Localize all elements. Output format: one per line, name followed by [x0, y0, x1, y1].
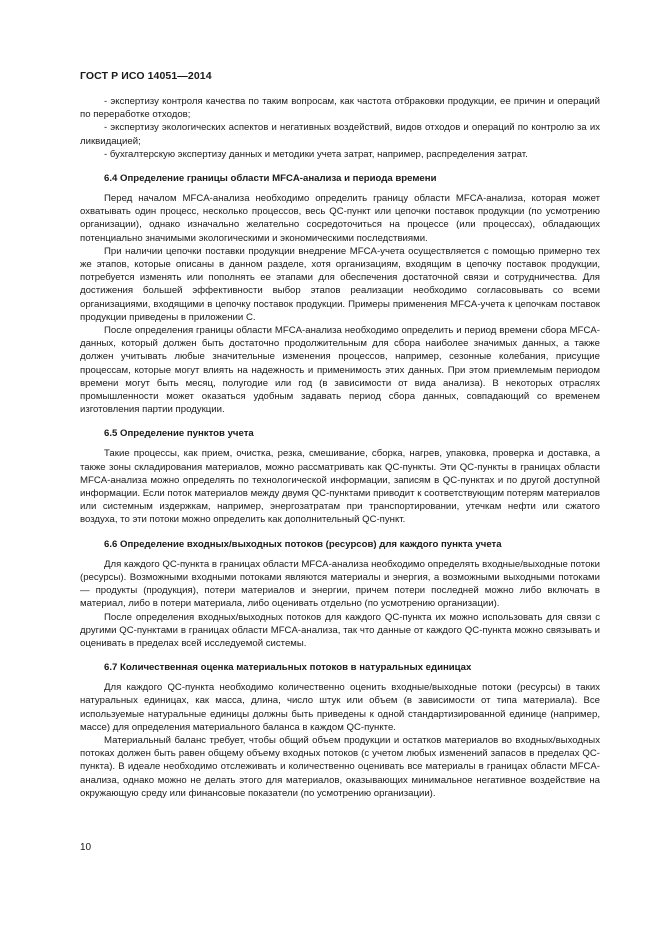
- section-heading-6-6: 6.6 Определение входных/выходных потоков (ресурсов) для каждого пункта учета: [104, 538, 502, 550]
- paragraph: Материальный баланс требует, чтобы общий объем продукции и остатков материалов во входных/выходных потоках должен быть равен общему объему входных потоков (с учетом любых изменений запасов в пределах QC-пункта). В идеале необходимо отслеживать и количественно оценивать все материалы в границах области MFCA-анализа, однако можно не делать этого для материалов, оказывающих минимальное негативное воздействие на окружающую среду или финансовые показатели (по усмотрению организации).: [80, 734, 600, 799]
- document-header: ГОСТ Р ИСО 14051—2014: [80, 70, 212, 82]
- section-heading-6-4: 6.4 Определение границы области MFCA-анализа и периода времени: [104, 173, 437, 185]
- paragraph: Перед началом MFCA-анализа необходимо определить границу области MFCA-анализа, которая может охватывать один процесс, несколько процессов, весь QC-пункт или цепочки поставок продукции (по усмотрению организации), однако изначально желательно сосредоточиться на процессе (или процессах), обладающих потенциально значимыми экологическими и экономическими последствиями.: [80, 193, 600, 244]
- list-item: - бухгалтерскую экспертизу данных и методики учета затрат, например, распределения затрат.: [104, 148, 528, 160]
- list-item: - экспертизу экологических аспектов и негативных воздействий, видов отходов и операций по контролю за их ликвидацией;: [80, 122, 600, 147]
- paragraph: После определения входных/выходных потоков для каждого QC-пункта их можно использовать для связи с другими QC-пунктами в границах области MFCA-анализа, так что данные от каждого QC-пункта можно связывать и оценивать в пределах всей исследуемой системы.: [80, 611, 600, 649]
- page-number: 10: [80, 842, 92, 853]
- section-heading-6-7: 6.7 Количественная оценка материальных потоков в натуральных единицах: [104, 662, 472, 674]
- paragraph: Для каждого QC-пункта в границах области MFCA-анализа необходимо определять входные/выходные потоки (ресурсы). Возможными входными потоками являются материалы и энергия, а возможными выходными потоками — продукты (продукция), потери материалов и энергии, причем потери последней можно либо включать в материал, либо в потери материала, либо оценивать отдельно (по усмотрению организации).: [80, 558, 600, 610]
- paragraph: Такие процессы, как прием, очистка, резка, смешивание, сборка, нагрев, упаковка, проверка и доставка, а также зоны складирования материалов, можно рассматривать как QC-пункты. Эти QC-пункты в границах области MFCA-анализа можно определять по технологической информации, записям в QC-пунктах и по другой доступной информации. Если поток материалов между двумя QC-пунктами приводит к соответствующим потерям материалов или системным издержкам, например, энергозатратам при транспортировании, утечкам нефти или сжатого воздуха, то эти потоки можно определить как дополнительный QC-пункт.: [80, 448, 600, 526]
- paragraph: При наличии цепочки поставки продукции внедрение MFCA-учета осуществляется с помощью примерно тех же этапов, которые описаны в данном разделе, хотя организациям, входящим в цепочку поставок продукции, потребуется изменять или пополнять ее этапами для обеспечения достаточной связи и сотрудничества. Для достижения большей эффективности выбор этапов реализации необходимо согласовывать со всеми организациями, входящими в цепочку поставок продукции. Примеры применения MFCA-учета к цепочкам поставок продукции приведены в приложении С.: [80, 245, 600, 323]
- list-item: - экспертизу контроля качества по таким вопросам, как частота отбраковки продукции, ее причин и операций по переработке отходов;: [80, 96, 600, 121]
- paragraph: Для каждого QC-пункта необходимо количественно оценить входные/выходные потоки (ресурсы) в таких натуральных единицах, как масса, длина, число штук или объем (в зависимости от типа материала). Все используемые натуральные единицы должны быть приведены к одной стандартизированной единице (например, массе) для определения материального баланса в каждом QC-пункте.: [80, 682, 600, 733]
- document-body: [80, 95, 600, 800]
- section-heading-6-5: 6.5 Определение пунктов учета: [104, 428, 254, 440]
- paragraph: После определения границы области MFCA-анализа необходимо определить и период времени сбора MFCA-данных, который должен быть достаточно продолжительным для сбора наиболее значимых данных, а также должен учитывать любые значительные изменения процессов, например, сезонные колебания, присущие процессам, которые могут влиять на надежность и применимость этих данных. При этом приемлемым периодом времени могут быть месяц, полугодие или год (в зависимости от вида анализа). В некоторых отраслях промышленности может оказаться удобным задавать период сбора данных, совпадающий со временем изготовления партии продукции.: [80, 325, 600, 416]
